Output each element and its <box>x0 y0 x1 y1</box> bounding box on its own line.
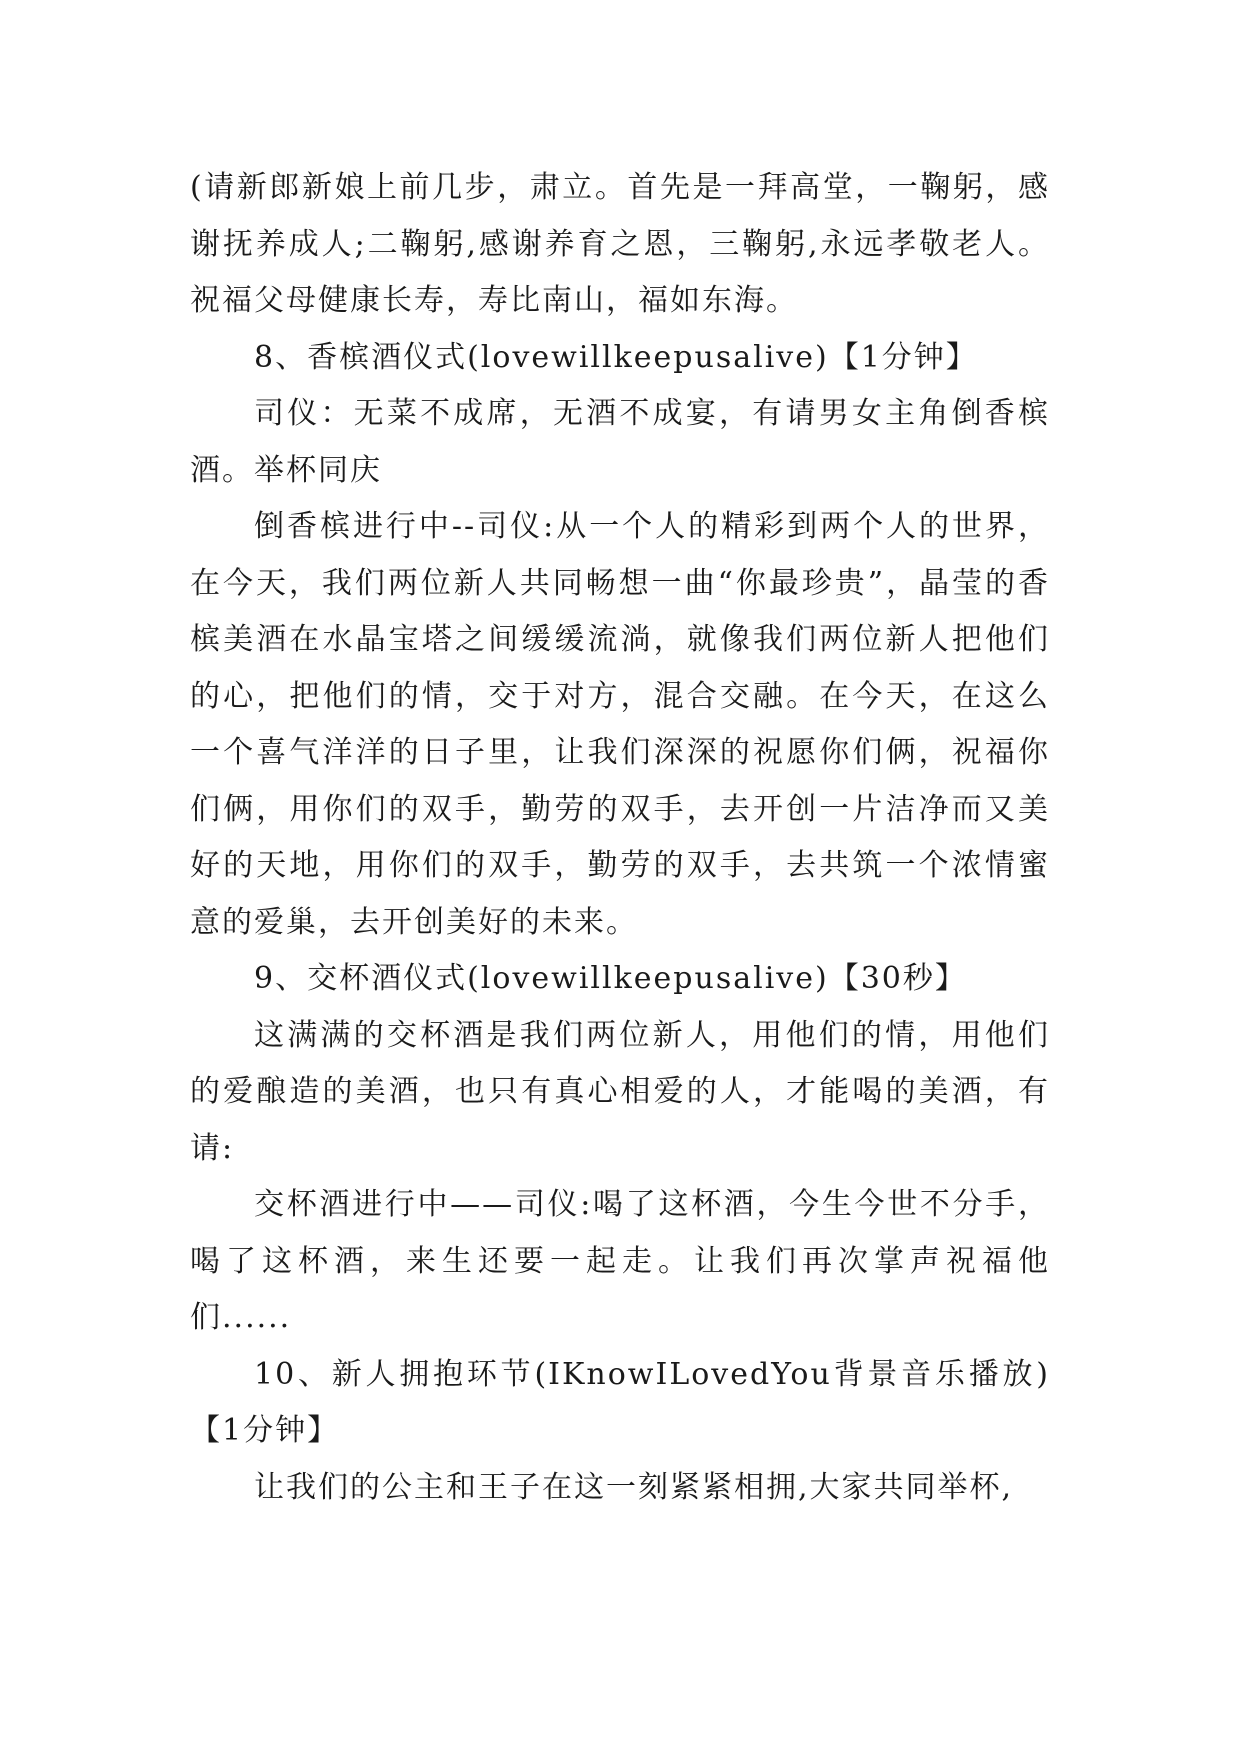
paragraph-champagne-intro: 司仪：无菜不成席，无酒不成宴，有请男女主角倒香槟酒。举杯同庆 <box>190 396 1050 488</box>
heading-embrace-segment: 10、新人拥抱环节(IKnowILovedYou背景音乐播放)【1分钟】 <box>190 1356 1050 1448</box>
paragraph-embrace-intro: 让我们的公主和王子在这一刻紧紧相拥,大家共同举杯, <box>254 1469 1014 1505</box>
heading-cross-cup-ceremony: 9、交杯酒仪式(lovewillkeepusalive)【30秒】 <box>254 961 967 996</box>
document-body <box>190 160 1050 1516</box>
paragraph-bow-to-elders: (请新郎新娘上前几步，肃立。首先是一拜高堂，一鞠躬，感谢抚养成人;二鞠躬,感谢养育之恩，三鞠躬,永远孝敬老人。祝福父母健康长寿，寿比南山，福如东海。 <box>190 170 1050 318</box>
paragraph-champagne-pouring: 倒香槟进行中--司仪:从一个人的精彩到两个人的世界，在今天，我们两位新人共同畅想一曲“你最珍贵”，晶莹的香槟美酒在水晶宝塔之间缓缓流淌，就像我们两位新人把他们的心，把他们的情，交于对方，混合交融。在今天，在这么一个喜气洋洋的日子里，让我们深深的祝愿你们俩，祝福你们俩，用你们的双手，勤劳的双手，去开创一片洁净而又美好的天地，用你们的双手，勤劳的双手，去共筑一个浓情蜜意的爱巢，去开创美好的未来。 <box>190 509 1050 940</box>
paragraph-cross-cup-drinking: 交杯酒进行中——司仪:喝了这杯酒，今生今世不分手，喝了这杯酒，来生还要一起走。让我们再次掌声祝福他们...... <box>190 1187 1050 1335</box>
paragraph-cross-cup-intro: 这满满的交杯酒是我们两位新人，用他们的情，用他们的爱酿造的美酒，也只有真心相爱的人，才能喝的美酒，有请: <box>190 1017 1050 1166</box>
heading-champagne-ceremony: 8、香槟酒仪式(lovewillkeepusalive)【1分钟】 <box>254 339 978 375</box>
